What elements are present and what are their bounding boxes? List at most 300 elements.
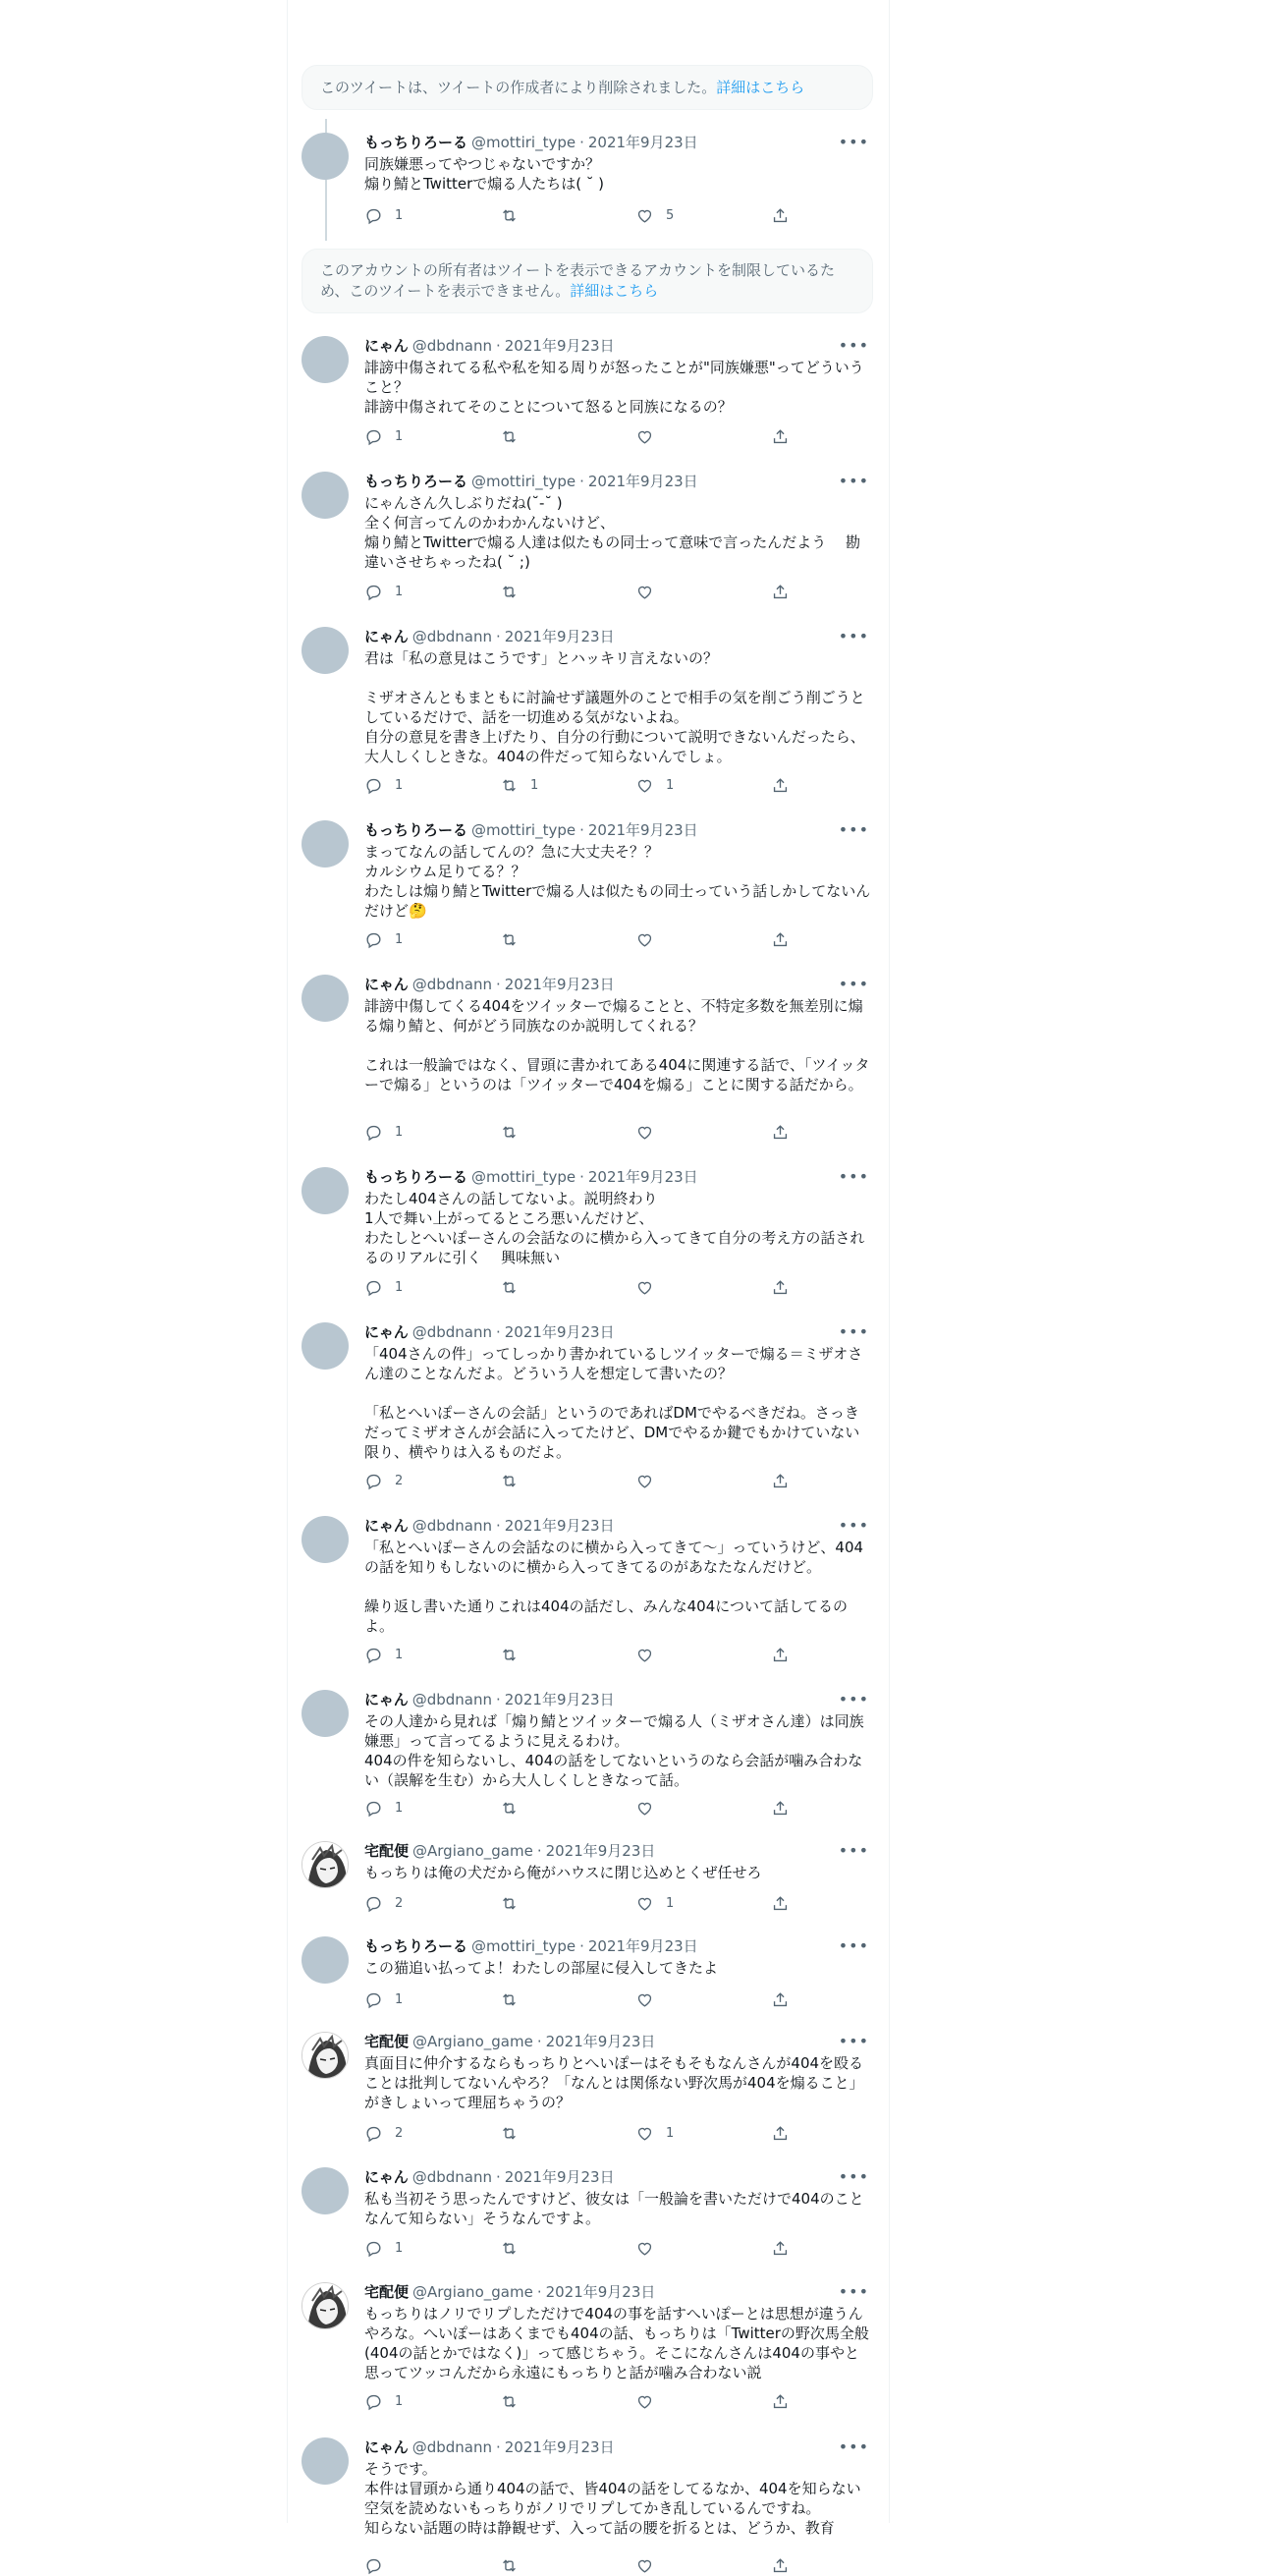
tweet-date[interactable]: 2021年9月23日 [587,1937,698,1955]
share-icon [771,1278,790,1297]
author-name[interactable]: にゃん [364,1517,409,1535]
author-handle[interactable]: @dbdnann [411,2438,492,2456]
share-button[interactable] [771,2554,793,2576]
author-name[interactable]: もっちりろーる [364,1168,468,1186]
reply-count: 1 [395,1124,404,1140]
reply-button[interactable] [364,2237,453,2259]
more-options-icon[interactable]: ••• [838,1841,869,1860]
tweet-text: 誹謗中傷されてる私や私を知る周りが怒ったことが"同族嫌悪"ってどういうこと？ 誹謗中傷されてそのことについて怒ると同族になるの？ [364,359,864,416]
notice-text: このアカウントの所有者はツイートを表示できるアカウントを制限しているため、このツイートを表示できません。 [320,261,835,300]
reply-button[interactable] [364,2122,453,2144]
like-button[interactable] [635,928,724,950]
retweet-button[interactable] [500,2554,588,2576]
share-icon [771,2392,790,2411]
tweet-text: にゃんさん久しぶりだね(˘-˘ ) 全く何言ってんのかわかんないけど、 煽り鯖とTwitterで煽る人達は似たもの同士って意味で言ったんだよう 勘違いさせちゃったね( ˘ ;) [364,494,861,571]
share-button[interactable] [771,1121,793,1143]
tweet-actions [364,1121,793,1143]
like-button[interactable] [635,1892,724,1914]
like-icon [635,206,654,225]
separator-dot: · [536,1842,542,1860]
reply-icon [364,583,383,601]
share-icon [771,2239,790,2258]
reply-button[interactable] [364,1470,453,1491]
tweet-body [364,1841,873,1882]
tweet-text: 誹謗中傷してくる404をツイッターで煽ることと、不特定多数を無差別に煽る煽り鯖と、何がどう同族なのか説明してくれる？ これは一般論ではなく、冒頭に書かれてある404に関連する話で、「ツイッターで煽る」というのは「ツイッターで404を煽る」ことに関する話だから。 [364,997,870,1093]
tweet-actions [364,2237,793,2259]
like-button[interactable] [635,425,724,447]
retweet-icon [500,2239,519,2258]
author-handle[interactable]: @mottiri_type [471,1937,576,1955]
retweet-button[interactable] [500,425,588,447]
retweet-button[interactable] [500,2122,588,2144]
share-icon [771,2124,790,2143]
reply-count: 1 [395,777,404,793]
separator-dot: · [579,821,584,839]
tweet-actions [364,1276,793,1298]
tweet-header [364,1841,873,1861]
avatar[interactable] [302,2032,349,2079]
tweet-text: 真面目に仲介するならもっちりとへいぽーはそもそもなんさんが404を殴ることは批判してないんやろ？「なんとは関係ない野次馬が404を煽ること」がきしょいって理屈ちゃうの？ [364,2054,864,2111]
author-name[interactable]: にゃん [364,1691,409,1708]
reply-icon [364,2392,383,2411]
more-options-icon[interactable]: ••• [838,1516,869,1535]
like-icon [635,930,654,949]
share-button[interactable] [771,581,793,602]
retweet-button[interactable] [500,2237,588,2259]
more-options-icon[interactable]: ••• [838,1690,869,1708]
retweet-icon [500,2124,519,2143]
reply-button[interactable] [364,2554,453,2576]
like-button[interactable] [635,1644,724,1665]
reply-button[interactable] [364,2390,453,2412]
separator-dot: · [495,976,501,993]
tweet-text: まってなんの話してんの？急に大丈夫そ？？ カルシウム足りてる？？ わたしは煽り鯖とTwitterで煽る人は似たもの同士っていう話しかしてないんだけど🤔 [364,843,871,920]
reply-button[interactable] [364,928,453,950]
author-handle[interactable]: @dbdnann [411,628,492,645]
tweet-header [364,2032,873,2051]
retweet-icon [500,776,519,795]
tweet-date[interactable]: 2021年9月23日 [545,2283,656,2301]
tweet-actions [364,2554,793,2576]
reply-button[interactable] [364,425,453,447]
author-name[interactable]: にゃん [364,337,409,355]
tweet-text: わたし404さんの話してないよ。説明終わり 1人で舞い上がってるところ悪いんだけど、 わたしとへいぽーさんの会話なのに横から入ってきて自分の考え方の話されるのリアルに引く 興味無い [364,1190,865,1266]
retweet-icon [500,583,519,601]
like-button[interactable] [635,204,724,226]
author-handle[interactable]: @dbdnann [411,1323,492,1341]
tweet-text: もっちりは俺の犬だから俺がハウスに閉じ込めとくぜ任せろ [364,1864,762,1881]
tweet-body [364,820,873,921]
avatar[interactable] [302,133,349,180]
like-icon [635,427,654,446]
tweet-actions [364,581,793,602]
avatar[interactable] [302,1322,349,1370]
tweet-actions [364,774,793,796]
reply-icon [364,1799,383,1818]
tweet-header [364,627,873,646]
author-name[interactable]: もっちりろーる [364,473,468,490]
share-button[interactable] [771,1470,793,1491]
like-count: 5 [666,207,675,223]
tweet-text: その人達から見れば「煽り鯖とツイッターで煽る人（ミザオさん達）は同族嫌悪」って言ってるように見えるわけ。 404の件を知らないし、404の話をしてないというのなら会話が噛み合わない（誤解を生む）から大人しくしときなって話。 [364,1712,864,1789]
tweet-date[interactable]: 2021年9月23日 [504,2168,615,2186]
like-icon [635,2392,654,2411]
retweet-button[interactable] [500,928,588,950]
reply-count: 1 [395,207,404,223]
author-handle[interactable]: @dbdnann [411,2168,492,2186]
author-handle[interactable]: @Argiano_game [412,2283,533,2301]
like-button[interactable] [635,581,724,602]
separator-dot: · [579,1937,584,1955]
retweet-button[interactable] [500,774,588,796]
tweet-body [364,2282,873,2382]
retweet-button[interactable] [500,1121,588,1143]
share-icon [771,1472,790,1490]
avatar[interactable] [302,2167,349,2214]
retweet-button[interactable] [500,1892,588,1914]
reply-button[interactable] [364,1276,453,1298]
share-button[interactable] [771,1892,793,1914]
tweet-date[interactable]: 2021年9月23日 [587,821,698,839]
tweet-date[interactable]: 2021年9月23日 [587,473,698,490]
share-icon [771,930,790,949]
retweet-button[interactable] [500,1988,588,2010]
more-options-icon[interactable]: ••• [838,2437,869,2456]
tweet-body [364,472,873,572]
retweet-icon [500,2556,519,2575]
like-icon [635,1799,654,1818]
author-name[interactable]: もっちりろーる [364,1937,468,1955]
author-name[interactable]: にゃん [364,976,409,993]
tweet-date[interactable]: 2021年9月23日 [504,337,615,355]
reply-icon [364,2239,383,2258]
author-name[interactable]: にゃん [364,1323,409,1341]
notice-text: このツイートは、ツイートの作成者により削除されました。 [320,78,717,96]
more-options-icon[interactable]: ••• [838,2167,869,2186]
reply-count: 1 [395,2240,404,2256]
like-button[interactable] [635,2122,724,2144]
tweet-date[interactable]: 2021年9月23日 [504,628,615,645]
author-name[interactable]: 宅配便 [364,2283,410,2301]
author-handle[interactable]: @mottiri_type [471,1168,576,1186]
tweet-header [364,1516,873,1536]
retweet-icon [500,427,519,446]
tweet-date[interactable]: 2021年9月23日 [504,976,615,993]
tweet-header [364,975,873,994]
like-button[interactable] [635,1797,724,1819]
retweet-icon [500,206,519,225]
author-name[interactable]: 宅配便 [364,1842,410,1860]
tweet-date[interactable]: 2021年9月23日 [504,1323,615,1341]
separator-dot: · [495,2168,501,2186]
author-handle[interactable]: @mottiri_type [471,134,576,151]
more-options-icon[interactable]: ••• [838,1167,869,1186]
retweet-button[interactable] [500,1797,588,1819]
separator-dot: · [495,337,501,355]
author-name[interactable]: にゃん [364,628,409,645]
reply-count: 1 [395,1647,404,1662]
author-name[interactable]: 宅配便 [364,2033,410,2050]
tweet-header [364,133,873,152]
separator-dot: · [495,628,501,645]
like-button[interactable] [635,1470,724,1491]
avatar[interactable] [302,336,349,383]
tweet-text: この猫追い払ってよ！わたしの部屋に侵入してきたよ [364,1959,719,1977]
share-button[interactable] [771,2237,793,2259]
avatar[interactable] [302,2437,349,2485]
like-icon [635,1472,654,1490]
avatar[interactable] [302,820,349,868]
reply-button[interactable] [364,1121,453,1143]
learn-more-link[interactable]: 詳細はこちら [570,282,659,300]
retweet-icon [500,1990,519,2009]
reply-button[interactable] [364,1892,453,1914]
tweet-actions [364,2390,793,2412]
reply-icon [364,1894,383,1913]
like-icon [635,583,654,601]
author-handle[interactable]: @mottiri_type [471,821,576,839]
tweet-body [364,1167,873,1267]
reply-button[interactable] [364,581,453,602]
author-handle[interactable]: @dbdnann [411,1517,492,1535]
reply-button[interactable] [364,774,453,796]
share-button[interactable] [771,1988,793,2010]
tweet-date[interactable]: 2021年9月23日 [587,1168,698,1186]
restricted-tweet-notice [302,249,873,313]
author-name[interactable]: にゃん [364,2438,409,2456]
like-count: 1 [666,1895,675,1911]
share-button[interactable] [771,774,793,796]
tweet-text: 「404さんの件」ってしっかり書かれているしツイッターで煽る＝ミザオさん達のことなんだよ。どういう人を想定して書いたの？ 「私とへいぽーさんの会話」というのであればDMでやるべきだね。さっきだってミザオさんが会話に入ってたけど、DMでやるか鍵でもかけていない限り、横やりは入るものだよ。 [364,1345,863,1461]
like-icon [635,1278,654,1297]
tweet-text: 同族嫌悪ってやつじゃないですか？ 煽り鯖とTwitterで煽る人たちは( ˘ ) [364,155,605,193]
avatar[interactable] [302,472,349,519]
author-handle[interactable]: @Argiano_game [412,2033,533,2050]
tweet-body [364,975,873,1094]
author-handle[interactable]: @dbdnann [411,976,492,993]
like-button[interactable] [635,1276,724,1298]
like-icon [635,2556,654,2575]
retweet-icon [500,2392,519,2411]
avatar[interactable] [302,1841,349,1888]
tweet-actions [364,425,793,447]
share-icon [771,206,790,225]
share-icon [771,776,790,795]
more-options-icon[interactable]: ••• [838,133,869,151]
reply-icon [364,2124,383,2143]
like-button[interactable] [635,1988,724,2010]
reply-button[interactable] [364,1988,453,2010]
tweet-date[interactable]: 2021年9月23日 [504,1691,615,1708]
reply-count: 1 [395,428,404,444]
more-options-icon[interactable]: ••• [838,975,869,993]
like-button[interactable] [635,774,724,796]
tweet-actions [364,1644,793,1665]
retweet-button[interactable] [500,1644,588,1665]
author-name[interactable]: にゃん [364,2168,409,2186]
reply-button[interactable] [364,204,453,226]
author-handle[interactable]: @mottiri_type [471,473,576,490]
retweet-icon [500,1894,519,1913]
share-icon [771,583,790,601]
retweet-icon [500,1278,519,1297]
reply-count: 2 [395,1473,404,1488]
share-icon [771,1799,790,1818]
tweet-text: 君は「私の意見はこうです」とハッキリ言えないの？ ミザオさんともまともに討論せず議題外のことで相手の気を削ごう削ごうとしているだけで、話を一切進める気がないよね。 自分の意見を書き上げたり、自分の行動について説明できないんだったら、大人しくしときな。404の件だって知らないんでしょ。 [364,649,865,765]
separator-dot: · [495,1517,501,1535]
tweet-header [364,1936,873,1956]
tweet-header [364,336,873,356]
share-button[interactable] [771,1644,793,1665]
reply-count: 1 [395,931,404,947]
tweet-body [364,1322,873,1462]
tweet-actions [364,1988,793,2010]
share-button[interactable] [771,1276,793,1298]
reply-icon [364,206,383,225]
tweet-body [364,1516,873,1636]
more-options-icon[interactable]: ••• [838,2282,869,2301]
avatar[interactable] [302,1167,349,1214]
avatar[interactable] [302,1936,349,1984]
more-options-icon[interactable]: ••• [838,472,869,490]
tweet-actions [364,204,793,226]
more-options-icon[interactable]: ••• [838,627,869,645]
retweet-button[interactable] [500,1470,588,1491]
share-icon [771,1123,790,1142]
tweet-header [364,2437,873,2457]
separator-dot: · [536,2033,542,2050]
tweet-date[interactable]: 2021年9月23日 [545,1842,656,1860]
tweet-body [364,2032,873,2112]
more-options-icon[interactable]: ••• [838,1936,869,1955]
reply-icon [364,2556,383,2575]
tweet-text: そうです。 本件は冒頭から通り404の話で、皆404の話をしてるなか、404を知らない空気を読めないもっちりがノリでリプしてかき乱しているんですね。 知らない話題の時は静観せず、入って話の腰を折るとは、どうか、教育 [364,2460,861,2537]
reply-icon [364,1278,383,1297]
retweet-icon [500,1646,519,1664]
tweet-header [364,820,873,840]
reply-icon [364,776,383,795]
separator-dot: · [579,134,584,151]
avatar[interactable] [302,1516,349,1563]
share-button[interactable] [771,425,793,447]
author-handle[interactable]: @dbdnann [411,1691,492,1708]
retweet-button[interactable] [500,204,588,226]
separator-dot: · [579,1168,584,1186]
reply-count: 1 [395,1800,404,1816]
share-button[interactable] [771,1797,793,1819]
reply-icon [364,1990,383,2009]
author-name[interactable]: もっちりろーる [364,134,468,151]
separator-dot: · [495,1323,501,1341]
share-icon [771,2556,790,2575]
like-button[interactable] [635,2390,724,2412]
tweet-text: もっちりはノリでリプしただけで404の事を話すへいぽーとは思想が違うんやろな。へいぽーはあくまでも404の話、もっちりは「Twitterの野次馬全般(404の話とかではなく)」って感じちゃう。そこになんさんは404の事やと思ってツッコんだから永遠にもっちりと話が噛み合わない説 [364,2305,869,2381]
reply-icon [364,1472,383,1490]
share-icon [771,1990,790,2009]
retweet-count: 1 [530,777,539,793]
author-name[interactable]: もっちりろーる [364,821,468,839]
reply-button[interactable] [364,1797,453,1819]
share-button[interactable] [771,204,793,226]
tweet-date[interactable]: 2021年9月23日 [545,2033,656,2050]
retweet-icon [500,1799,519,1818]
reply-count: 1 [395,1991,404,2007]
retweet-icon [500,1123,519,1142]
more-options-icon[interactable]: ••• [838,820,869,839]
tweet-header [364,1690,873,1709]
separator-dot: · [495,2438,501,2456]
tweet-text: 「私とへいぽーさんの会話なのに横から入ってきて～」っていうけど、404の話を知りもしないのに横から入ってきてるのがあなたなんだけど。 繰り返し書いた通りこれは404の話だし、みんな404について話してるのよ。 [364,1539,864,1635]
separator-dot: · [495,1691,501,1708]
tweet-date[interactable]: 2021年9月23日 [504,2438,615,2456]
like-button[interactable] [635,2237,724,2259]
reply-count: 2 [395,1895,404,1911]
more-options-icon[interactable]: ••• [838,2032,869,2050]
tweet-actions [364,1892,793,1914]
retweet-button[interactable] [500,581,588,602]
separator-dot: · [536,2283,542,2301]
reply-count: 1 [395,584,404,599]
like-count: 1 [666,2125,675,2141]
avatar[interactable] [302,2282,349,2329]
reply-count: 1 [395,2393,404,2409]
more-options-icon[interactable]: ••• [838,1322,869,1341]
avatar[interactable] [302,1690,349,1737]
like-icon [635,2239,654,2258]
retweet-icon [500,930,519,949]
tweet-body [364,1690,873,1790]
tweet-header [364,472,873,491]
like-count: 1 [666,777,675,793]
share-button[interactable] [771,2390,793,2412]
tweet-date[interactable]: 2021年9月23日 [504,1517,615,1535]
tweet-header [364,2282,873,2302]
like-icon [635,1894,654,1913]
learn-more-link[interactable]: 詳細はこちら [716,78,805,96]
separator-dot: · [579,473,584,490]
like-icon [635,1123,654,1142]
retweet-button[interactable] [500,2390,588,2412]
avatar[interactable] [302,975,349,1022]
author-handle[interactable]: @Argiano_game [412,1842,533,1860]
retweet-button[interactable] [500,1276,588,1298]
tweet-header [364,1322,873,1342]
like-icon [635,2124,654,2143]
like-icon [635,1990,654,2009]
tweet-date[interactable]: 2021年9月23日 [587,134,698,151]
tweet-body [364,2167,873,2228]
tweet-text: 私も当初そう思ったんですけど、彼女は「一般論を書いただけで404のことなんて知らない」そうなんですよ。 [364,2190,864,2227]
share-button[interactable] [771,2122,793,2144]
reply-icon [364,930,383,949]
retweet-icon [500,1472,519,1490]
tweet-actions [364,1470,793,1491]
like-button[interactable] [635,2554,724,2576]
deleted-tweet-notice [302,65,873,110]
share-icon [771,427,790,446]
like-button[interactable] [635,1121,724,1143]
tweet-header [364,1167,873,1187]
share-icon [771,1894,790,1913]
more-options-icon[interactable]: ••• [838,336,869,355]
reply-button[interactable] [364,1644,453,1665]
author-handle[interactable]: @dbdnann [411,337,492,355]
tweet-body [364,336,873,417]
avatar[interactable] [302,627,349,674]
reply-count: 2 [395,2125,404,2141]
tweet-body [364,1936,873,1978]
share-button[interactable] [771,928,793,950]
